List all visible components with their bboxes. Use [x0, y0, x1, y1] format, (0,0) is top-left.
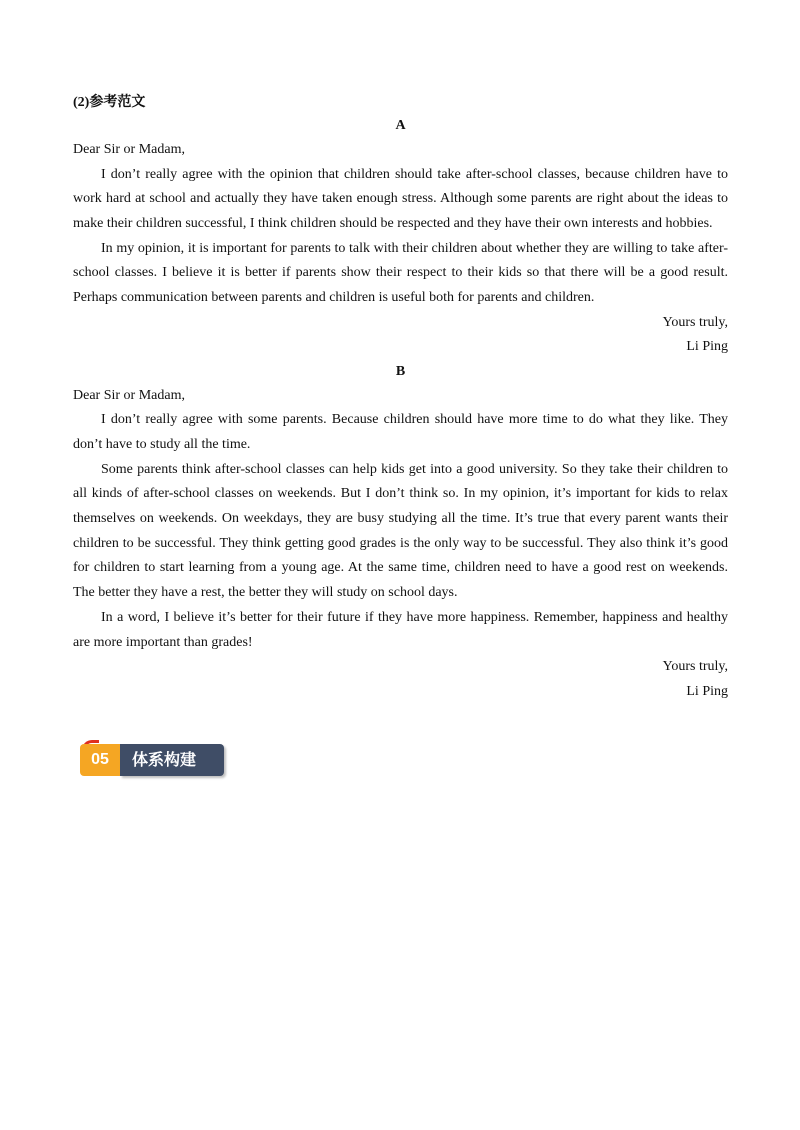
letter-b-signature: Li Ping [686, 683, 728, 699]
letter-b-paragraph-3: In a word, I believe it’s better for their future if they have more happiness. Remember, happiness and healthy are more important than grades! [73, 609, 728, 650]
document-body [73, 92, 728, 704]
letter-a-closing: Yours truly, [662, 314, 728, 330]
section-title: (2)参考范文 [73, 95, 146, 110]
section-badge-label: 体系构建 [120, 744, 224, 776]
letter-a-paragraph-2: In my opinion, it is important for parents to talk with their children about whether they are willing to take after-school classes. I believe it is better if parents show their respect to their kids so that there will be a good result. Perhaps communication between parents and children is useful both for parents and children. [73, 240, 728, 306]
section-badge [80, 740, 224, 778]
letter-a [73, 114, 728, 360]
letter-b-closing: Yours truly, [662, 659, 728, 675]
letter-a-paragraph-1: I don’t really agree with the opinion that children should take after-school classes, because children have to work hard at school and actually they have taken enough stress. Although some parents are right about the ideas to make their children successful, I think children should be respected and they have their own interests and hobbies. [73, 166, 728, 231]
letter-a-label: A [395, 118, 406, 133]
letter-a-salutation: Dear Sir or Madam, [73, 142, 185, 157]
letter-a-signature: Li Ping [686, 339, 728, 355]
letter-b-paragraph-2: Some parents think after-school classes can help kids get into a good university. So they take their children to all kinds of after-school classes on weekends. But I don’t think so. In my opinion, it’s important for kids to relax themselves on weekends. On weekdays, they are busy studying all the time. It’s true that every parent wants their children to be successful. They think getting good grades is the only way to be successful. They also think it’s good for children to start learning from a young age. At the same time, children need to have a good rest on weekends. The better they have a rest, the better they will study on school days. [73, 461, 728, 601]
letter-b-salutation: Dear Sir or Madam, [73, 387, 185, 403]
letter-b-label: B [395, 363, 406, 379]
letter-b [73, 360, 728, 705]
section-badge-number: 05 [80, 744, 120, 776]
letter-b-paragraph-1: I don’t really agree with some parents. Because children should have more time to do what they like. They don’t have to study all the time. [73, 412, 728, 452]
